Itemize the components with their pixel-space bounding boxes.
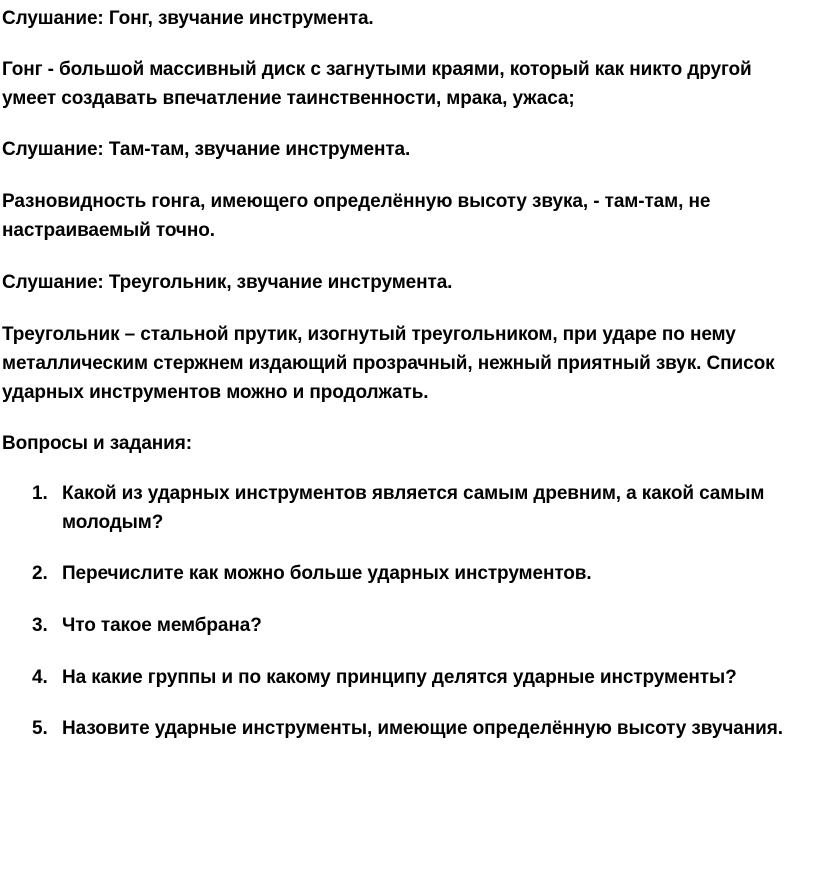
list-item-number: 4.: [32, 667, 48, 688]
tamtam-description: Разновидность гонга, имеющего определённую высоту звука, - там-там, не настраиваемый точно.: [2, 191, 711, 241]
questions-heading: Вопросы и задания:: [2, 433, 192, 454]
gong-description: Гонг - большой массивный диск с загнутыми краями, который как никто другой умеет создавать впечатление таинственности, мрака, ужаса;: [2, 59, 752, 109]
list-item-text: Перечислите как можно больше ударных инструментов.: [62, 563, 592, 584]
list-item: [2, 611, 806, 640]
list-item: [2, 559, 806, 588]
list-item: [2, 663, 806, 692]
list-item: [2, 479, 806, 537]
questions-list: [2, 479, 806, 743]
listening-triangle-heading: Слушание: Треугольник, звучание инструмента.: [2, 272, 453, 293]
list-item-number: 5.: [32, 718, 48, 739]
list-item: [2, 714, 806, 743]
list-item-number: 2.: [32, 563, 48, 584]
listening-gong-heading: Слушание: Гонг, звучание инструмента.: [2, 8, 374, 29]
list-item-text: Назовите ударные инструменты, имеющие определённую высоту звучания.: [62, 718, 783, 739]
list-item-number: 3.: [32, 615, 48, 636]
triangle-description: Треугольник – стальной прутик, изогнутый треугольником, при ударе по нему металлическим стержнем издающий прозрачный, нежный приятный звук. Список ударных инструментов можно и продолжать.: [2, 324, 775, 403]
list-item-text: На какие группы и по какому принципу делятся ударные инструменты?: [62, 667, 737, 688]
list-item-text: Что такое мембрана?: [62, 615, 262, 636]
listening-tamtam-heading: Слушание: Там-там, звучание инструмента.: [2, 139, 411, 160]
list-item-text: Какой из ударных инструментов является самым древним, а какой самым молодым?: [62, 483, 765, 533]
list-item-number: 1.: [32, 483, 48, 504]
